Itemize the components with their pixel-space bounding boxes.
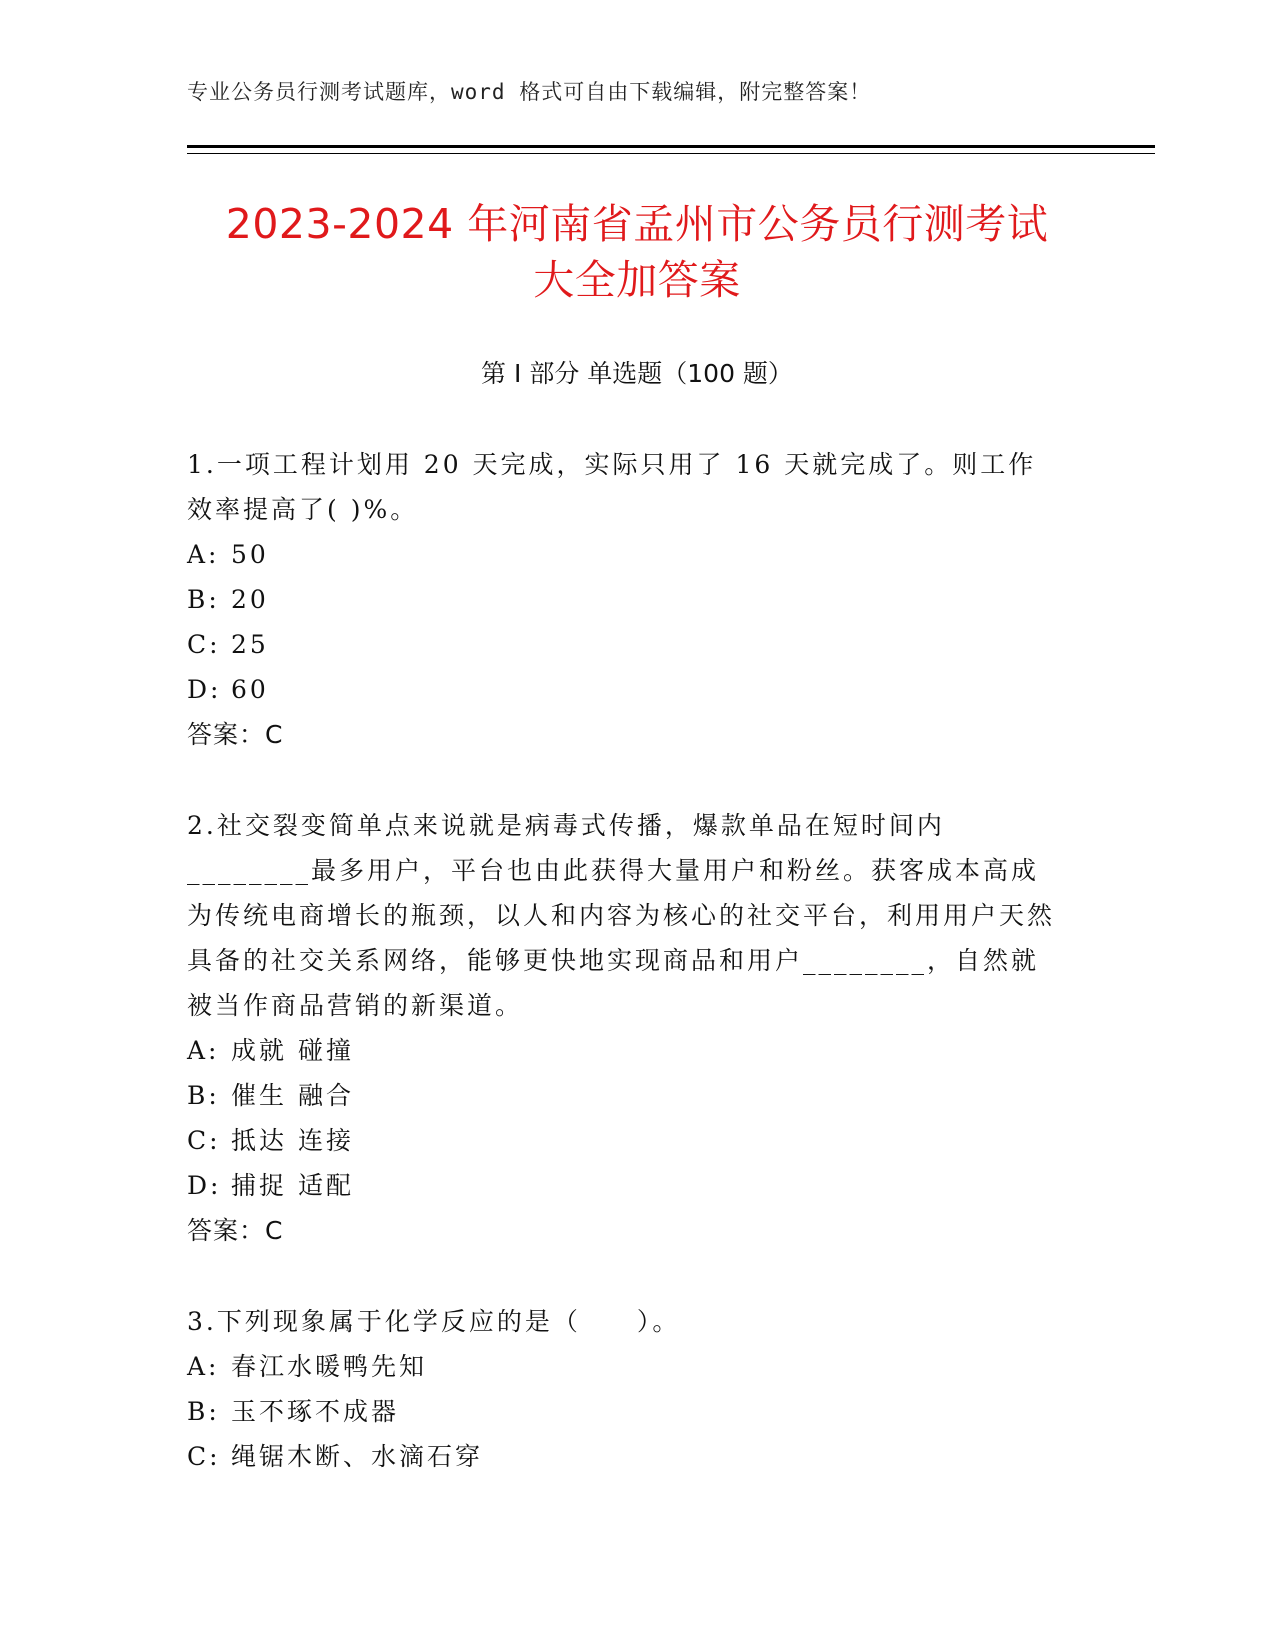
question: [187, 803, 1057, 1253]
document-title: [137, 196, 1137, 308]
option-key: C:: [187, 1126, 221, 1155]
answer-label: 答案：: [187, 1216, 266, 1245]
question-list: [187, 442, 1057, 1525]
option-key: B:: [187, 585, 220, 614]
option-key: B:: [187, 1081, 220, 1110]
option-key: A:: [187, 1036, 220, 1065]
option: [187, 1389, 1057, 1434]
option-text: 催生 融合: [231, 1081, 354, 1110]
option-list: [187, 532, 1057, 712]
option-text: 20: [231, 585, 269, 614]
question-text: 3.下列现象属于化学反应的是（ ）。: [187, 1307, 681, 1336]
option-key: A:: [187, 1352, 220, 1381]
option-text: 捕捉 适配: [231, 1171, 354, 1200]
document-title-line-1: 2023-2024 年河南省孟州市公务员行测考试: [225, 200, 1049, 248]
option-text: 玉不琢不成器: [231, 1397, 400, 1426]
option-key: C:: [187, 1442, 221, 1471]
option: [187, 1073, 1057, 1118]
option-list: [187, 1028, 1057, 1208]
option-text: 25: [231, 630, 269, 659]
answer-line: [187, 1208, 1057, 1253]
option: [187, 1118, 1057, 1163]
answer-label: 答案：: [187, 720, 266, 749]
header-rule-thin: [187, 153, 1155, 154]
option-key: B:: [187, 1397, 220, 1426]
option: [187, 532, 1057, 577]
option: [187, 1163, 1057, 1208]
option-text: 抵达 连接: [231, 1126, 354, 1155]
option-text: 50: [231, 540, 269, 569]
question: [187, 1299, 1057, 1479]
header-rule-thick: [187, 145, 1155, 148]
option: [187, 1434, 1057, 1479]
question-text: 1.一项工程计划用 20 天完成，实际只用了 16 天就完成了。则工作效率提高了( )%。: [187, 450, 1037, 524]
option: [187, 667, 1057, 712]
answer-line: [187, 712, 1057, 757]
answer-value: C: [265, 720, 284, 749]
option: [187, 622, 1057, 667]
option: [187, 1344, 1057, 1389]
option-text: 60: [231, 675, 269, 704]
question-text: 2.社交裂变简单点来说就是病毒式传播，爆款单品在短时间内________最多用户，平台也由此获得大量用户和粉丝。获客成本高成为传统电商增长的瓶颈，以人和内容为核心的社交平台，利用用户天然具备的社交关系网络，能够更快地实现商品和用户________，自然就被当作商品营销的新渠道。: [187, 811, 1056, 1020]
answer-value: C: [265, 1216, 284, 1245]
option-text: 成就 碰撞: [231, 1036, 354, 1065]
question: [187, 442, 1057, 757]
option-text: 绳锯木断、水滴石穿: [231, 1442, 484, 1471]
option-text: 春江水暖鸭先知: [231, 1352, 428, 1381]
option-key: D:: [187, 675, 222, 704]
option: [187, 1028, 1057, 1073]
section-title: 第 I 部分 单选题（100 题）: [481, 359, 793, 388]
option-key: D:: [187, 1171, 222, 1200]
header-note: 专业公务员行测考试题库，word 格式可自由下载编辑，附完整答案！: [187, 80, 872, 104]
option-key: C:: [187, 630, 221, 659]
option-key: A:: [187, 540, 220, 569]
option: [187, 577, 1057, 622]
document-title-line-2: 大全加答案: [533, 256, 741, 304]
option-list: [187, 1344, 1057, 1479]
